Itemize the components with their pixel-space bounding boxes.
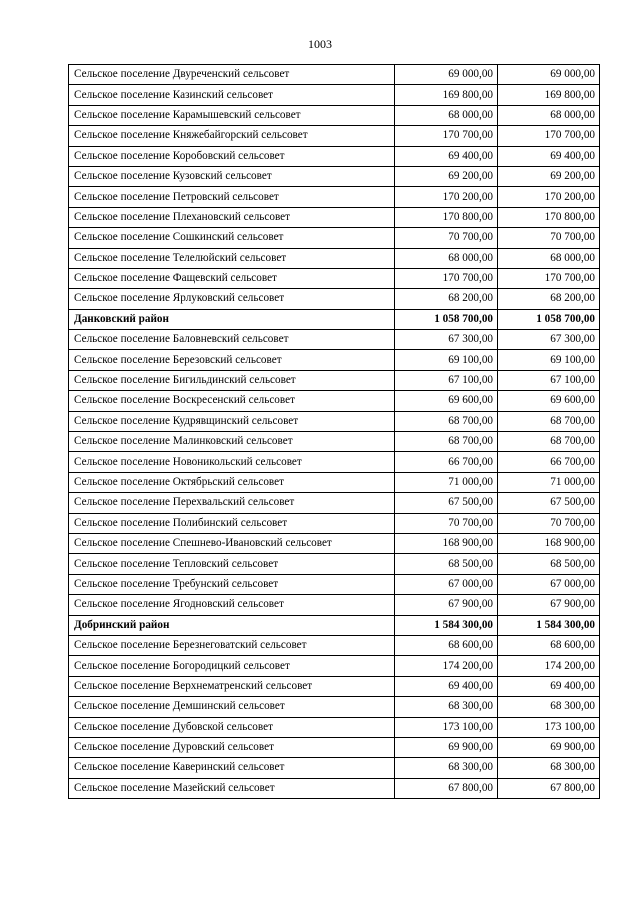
row-value2-cell: 170 800,00 (498, 207, 600, 227)
row-value2-cell: 174 200,00 (498, 656, 600, 676)
row-name-cell: Сельское поселение Кузовский сельсовет (69, 166, 395, 186)
table-row (69, 717, 600, 737)
row-value1-cell: 69 200,00 (395, 166, 498, 186)
row-name-cell: Сельское поселение Требунский сельсовет (69, 574, 395, 594)
row-value1-cell: 170 200,00 (395, 187, 498, 207)
row-name-cell: Сельское поселение Дубовской сельсовет (69, 717, 395, 737)
table-row (69, 676, 600, 696)
row-value1-cell: 68 700,00 (395, 411, 498, 431)
table-row (69, 85, 600, 105)
table-row (69, 105, 600, 125)
row-name-cell: Сельское поселение Карамышевский сельсовет (69, 105, 395, 125)
row-name-cell: Сельское поселение Октябрьский сельсовет (69, 472, 395, 492)
row-value1-cell: 1 058 700,00 (395, 309, 498, 329)
row-value1-cell: 68 500,00 (395, 554, 498, 574)
row-name-cell: Сельское поселение Демшинский сельсовет (69, 697, 395, 717)
row-value1-cell: 69 100,00 (395, 350, 498, 370)
row-value2-cell: 170 700,00 (498, 126, 600, 146)
table-row (69, 289, 600, 309)
row-value2-cell: 69 600,00 (498, 391, 600, 411)
row-name-cell: Сельское поселение Полибинский сельсовет (69, 513, 395, 533)
row-name-cell: Данковский район (69, 309, 395, 329)
row-name-cell: Сельское поселение Воскресенский сельсовет (69, 391, 395, 411)
row-value1-cell: 67 100,00 (395, 370, 498, 390)
row-value1-cell: 68 300,00 (395, 758, 498, 778)
row-name-cell: Сельское поселение Березнеговатский сельсовет (69, 635, 395, 655)
table-row (69, 635, 600, 655)
page-number: 1003 (308, 37, 332, 51)
table-row (69, 574, 600, 594)
table-row (69, 452, 600, 472)
row-value2-cell: 69 000,00 (498, 65, 600, 85)
row-value2-cell: 168 900,00 (498, 533, 600, 553)
table-row (69, 533, 600, 553)
row-value1-cell: 67 500,00 (395, 493, 498, 513)
table-row (69, 656, 600, 676)
table-row (69, 146, 600, 166)
row-value1-cell: 67 800,00 (395, 778, 498, 798)
row-name-cell: Сельское поселение Казинский сельсовет (69, 85, 395, 105)
row-value1-cell: 173 100,00 (395, 717, 498, 737)
row-name-cell: Сельское поселение Новоникольский сельсовет (69, 452, 395, 472)
row-name-cell: Сельское поселение Спешнево-Ивановский сельсовет (69, 533, 395, 553)
table-row (69, 350, 600, 370)
table-row (69, 65, 600, 85)
row-name-cell: Сельское поселение Баловневский сельсовет (69, 330, 395, 350)
row-value1-cell: 68 200,00 (395, 289, 498, 309)
row-value1-cell: 68 700,00 (395, 432, 498, 452)
row-value1-cell: 68 600,00 (395, 635, 498, 655)
row-value1-cell: 170 800,00 (395, 207, 498, 227)
table-row (69, 370, 600, 390)
row-value1-cell: 69 400,00 (395, 676, 498, 696)
row-name-cell: Сельское поселение Ягодновский сельсовет (69, 595, 395, 615)
row-value2-cell: 67 800,00 (498, 778, 600, 798)
row-value2-cell: 70 700,00 (498, 228, 600, 248)
row-value2-cell: 69 400,00 (498, 146, 600, 166)
row-value1-cell: 1 584 300,00 (395, 615, 498, 635)
row-name-cell: Сельское поселение Верхнематренский сельсовет (69, 676, 395, 696)
row-value1-cell: 68 000,00 (395, 248, 498, 268)
row-value1-cell: 68 300,00 (395, 697, 498, 717)
row-name-cell: Сельское поселение Каверинский сельсовет (69, 758, 395, 778)
row-value2-cell: 69 100,00 (498, 350, 600, 370)
table-row (69, 595, 600, 615)
row-value2-cell: 67 900,00 (498, 595, 600, 615)
row-value1-cell: 67 900,00 (395, 595, 498, 615)
row-name-cell: Сельское поселение Сошкинский сельсовет (69, 228, 395, 248)
row-name-cell: Сельское поселение Кудрявщинский сельсовет (69, 411, 395, 431)
row-name-cell: Сельское поселение Малинковский сельсовет (69, 432, 395, 452)
table-row (69, 391, 600, 411)
row-value1-cell: 69 900,00 (395, 737, 498, 757)
row-value1-cell: 67 300,00 (395, 330, 498, 350)
table-row (69, 268, 600, 288)
row-value2-cell: 70 700,00 (498, 513, 600, 533)
row-name-cell: Сельское поселение Ярлуковский сельсовет (69, 289, 395, 309)
table-row (69, 228, 600, 248)
table-row (69, 758, 600, 778)
table-body (69, 65, 600, 799)
table-row (69, 411, 600, 431)
table-row (69, 697, 600, 717)
row-value1-cell: 170 700,00 (395, 268, 498, 288)
row-value1-cell: 168 900,00 (395, 533, 498, 553)
district-total-row (69, 615, 600, 635)
table-row (69, 493, 600, 513)
row-value2-cell: 68 300,00 (498, 758, 600, 778)
table-row (69, 126, 600, 146)
row-value2-cell: 69 900,00 (498, 737, 600, 757)
row-value2-cell: 169 800,00 (498, 85, 600, 105)
table-row (69, 330, 600, 350)
row-value1-cell: 71 000,00 (395, 472, 498, 492)
row-value2-cell: 67 300,00 (498, 330, 600, 350)
row-value1-cell: 67 000,00 (395, 574, 498, 594)
row-value2-cell: 1 058 700,00 (498, 309, 600, 329)
row-name-cell: Сельское поселение Княжебайгорский сельсовет (69, 126, 395, 146)
row-value1-cell: 169 800,00 (395, 85, 498, 105)
row-value1-cell: 68 000,00 (395, 105, 498, 125)
row-value1-cell: 69 600,00 (395, 391, 498, 411)
table-row (69, 472, 600, 492)
row-value2-cell: 67 100,00 (498, 370, 600, 390)
table-row (69, 432, 600, 452)
row-value2-cell: 68 000,00 (498, 248, 600, 268)
table-row (69, 513, 600, 533)
row-value2-cell: 69 400,00 (498, 676, 600, 696)
row-value1-cell: 69 000,00 (395, 65, 498, 85)
row-value2-cell: 170 700,00 (498, 268, 600, 288)
row-value1-cell: 170 700,00 (395, 126, 498, 146)
row-value2-cell: 1 584 300,00 (498, 615, 600, 635)
table-row (69, 554, 600, 574)
row-name-cell: Сельское поселение Мазейский сельсовет (69, 778, 395, 798)
row-value2-cell: 68 200,00 (498, 289, 600, 309)
row-value2-cell: 173 100,00 (498, 717, 600, 737)
row-value2-cell: 68 600,00 (498, 635, 600, 655)
row-value2-cell: 68 000,00 (498, 105, 600, 125)
row-value2-cell: 67 500,00 (498, 493, 600, 513)
district-total-row (69, 309, 600, 329)
row-value2-cell: 67 000,00 (498, 574, 600, 594)
row-value1-cell: 70 700,00 (395, 228, 498, 248)
row-name-cell: Сельское поселение Петровский сельсовет (69, 187, 395, 207)
row-value1-cell: 70 700,00 (395, 513, 498, 533)
row-name-cell: Добринский район (69, 615, 395, 635)
table-row (69, 778, 600, 798)
budget-allocation-table (68, 64, 600, 799)
table-row (69, 166, 600, 186)
row-value2-cell: 68 700,00 (498, 432, 600, 452)
row-name-cell: Сельское поселение Плехановский сельсовет (69, 207, 395, 227)
row-value2-cell: 69 200,00 (498, 166, 600, 186)
row-name-cell: Сельское поселение Коробовский сельсовет (69, 146, 395, 166)
row-value2-cell: 71 000,00 (498, 472, 600, 492)
row-name-cell: Сельское поселение Березовский сельсовет (69, 350, 395, 370)
row-name-cell: Сельское поселение Двуреченский сельсовет (69, 65, 395, 85)
row-name-cell: Сельское поселение Телелюйский сельсовет (69, 248, 395, 268)
table-row (69, 248, 600, 268)
table-row (69, 207, 600, 227)
row-value2-cell: 170 200,00 (498, 187, 600, 207)
row-name-cell: Сельское поселение Дуровский сельсовет (69, 737, 395, 757)
table-row (69, 187, 600, 207)
table-row (69, 737, 600, 757)
row-value2-cell: 68 700,00 (498, 411, 600, 431)
row-value1-cell: 69 400,00 (395, 146, 498, 166)
row-name-cell: Сельское поселение Бигильдинский сельсовет (69, 370, 395, 390)
row-value1-cell: 174 200,00 (395, 656, 498, 676)
row-name-cell: Сельское поселение Фащевский сельсовет (69, 268, 395, 288)
row-value2-cell: 68 300,00 (498, 697, 600, 717)
row-value2-cell: 68 500,00 (498, 554, 600, 574)
row-name-cell: Сельское поселение Богородицкий сельсовет (69, 656, 395, 676)
row-name-cell: Сельское поселение Перехвальский сельсовет (69, 493, 395, 513)
row-value2-cell: 66 700,00 (498, 452, 600, 472)
row-name-cell: Сельское поселение Тепловский сельсовет (69, 554, 395, 574)
row-value1-cell: 66 700,00 (395, 452, 498, 472)
